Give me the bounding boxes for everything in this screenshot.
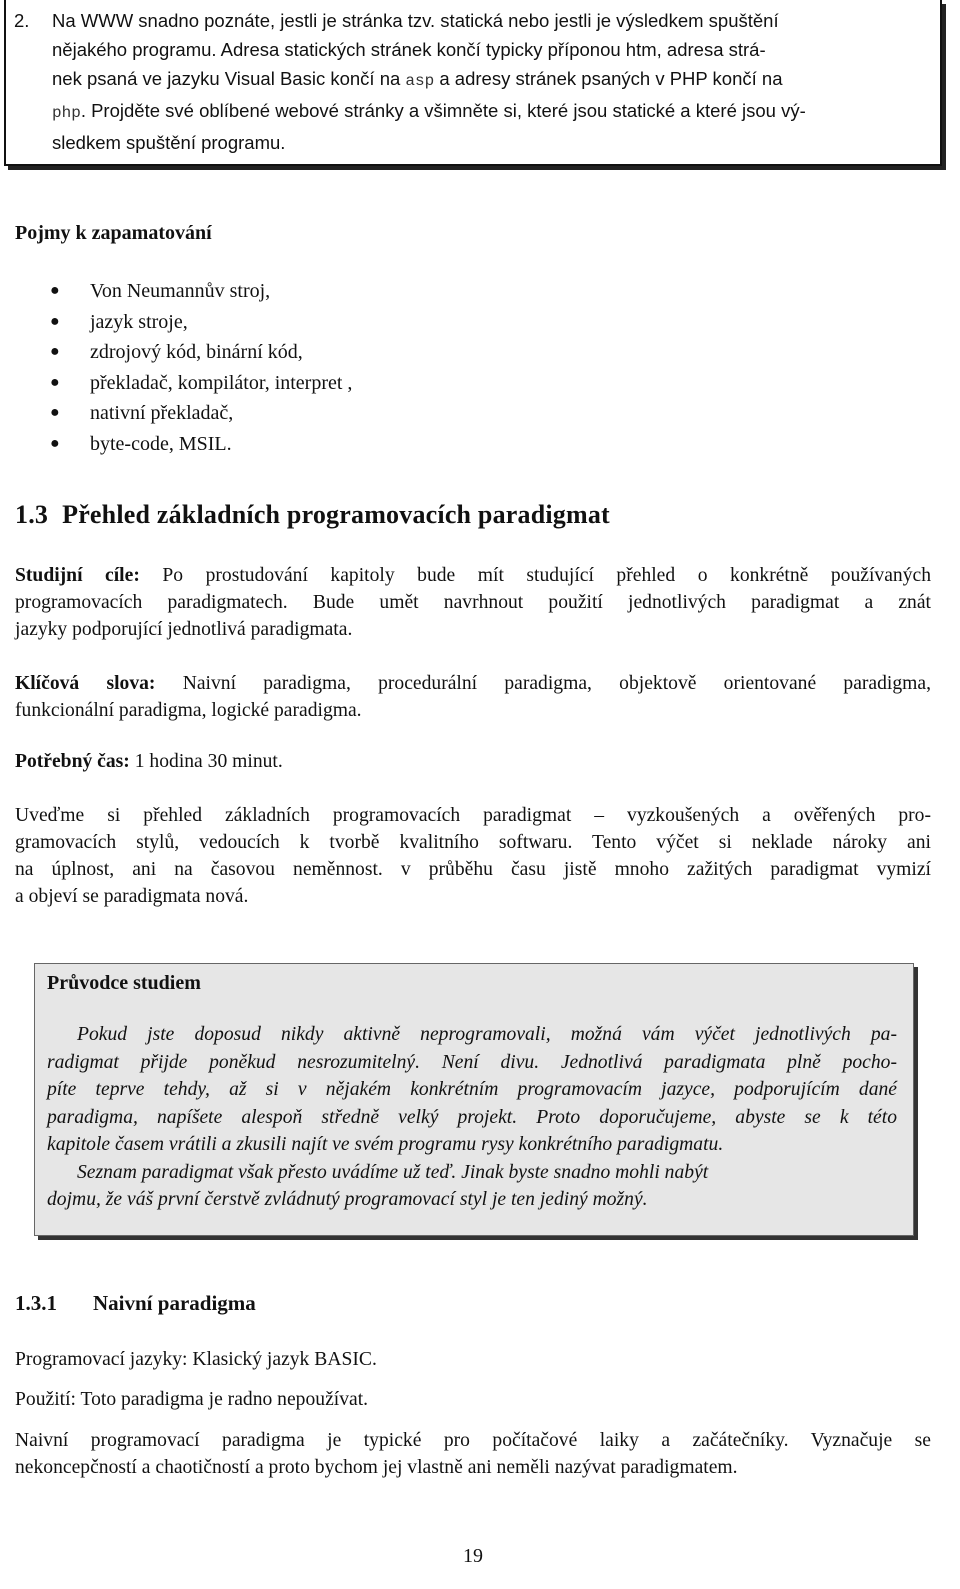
required-time: Potřebný čas: 1 hodina 30 minut. bbox=[15, 751, 283, 772]
exercise-line-2: nějakého programu. Adresa statických stránek končí typicky příponou htm, adresa strá- bbox=[52, 39, 766, 60]
list-item: ● zdrojový kód, binární kód, bbox=[50, 337, 352, 368]
bullet-icon: ● bbox=[50, 343, 60, 360]
exercise-number: 2. bbox=[14, 10, 30, 31]
page-number: 19 bbox=[463, 1545, 483, 1567]
exercise-line-1: 2. Na WWW snadno poznáte, jestli je stránka tzv. statická nebo jestli je výsledkem spuštění bbox=[24, 6, 922, 35]
exercise-box bbox=[4, 0, 942, 166]
section-title: Přehled základních programovacích paradigmat bbox=[62, 500, 610, 529]
keywords-label: Klíčová slova: bbox=[15, 673, 156, 694]
subsection-heading bbox=[15, 1291, 256, 1316]
naive-paragraph: Naivní programovací paradigma je typické pro počítačové laiky a začátečníky. Vyznačuje se nekoncepčností a chaotičností a proto bychom jej vlastně ani neměli nazývat paradigmatem. bbox=[15, 1430, 931, 1478]
subsection-title: Naivní paradigma bbox=[93, 1291, 256, 1315]
keywords: Klíčová slova: Naivní paradigma, procedurální paradigma, objektově orientované paradigma, funkcionální paradigma, logické paradigma. bbox=[15, 673, 931, 721]
bullet-icon: ● bbox=[50, 373, 60, 391]
subsection-number: 1.3.1 bbox=[15, 1291, 57, 1315]
study-guide-box bbox=[34, 963, 914, 1236]
bullet-icon: ● bbox=[50, 282, 60, 299]
usage-line: Použití: Toto paradigma je radno nepoužívat. bbox=[15, 1389, 369, 1410]
bullet-icon: ● bbox=[50, 312, 60, 330]
terms-heading: Pojmy k zapamatování bbox=[15, 222, 212, 244]
bullet-icon: ● bbox=[50, 434, 60, 452]
list-item: ● nativní překladač, bbox=[50, 398, 352, 429]
list-item: ● byte-code, MSIL. bbox=[50, 429, 352, 460]
required-time-label: Potřebný čas: bbox=[15, 751, 130, 772]
intro-paragraph: Uveďme si přehled základních programovacích paradigmat – vyzkoušených a ověřených pro- gramovacích stylů, vedoucích k tvorbě kvalitního softwaru. Tento výčet si neklade nároky ani na úplnost, ani na časovou neměnnost. v průběhu času jistě mnoho zažitých paradigmat vymizí a objeví se paradigmata nová. bbox=[15, 805, 931, 907]
code-php: php bbox=[52, 104, 81, 122]
section-number: 1.3 bbox=[15, 500, 49, 529]
list-item: ● překladač, kompilátor, interpret , bbox=[50, 368, 352, 399]
exercise-line-3: nek psaná ve jazyku Visual Basic končí na asp a adresy stránek psaných v PHP končí na bbox=[52, 68, 783, 90]
list-item: ● Von Neumannův stroj, bbox=[50, 276, 352, 307]
terms-list bbox=[50, 276, 352, 459]
study-guide-text: Pokud jste doposud nikdy aktivně neprogramovali, možná vám výčet jednotlivých pa- radigmat přijde poněkud nesrozumitelný. Není divu. Jednotlivá paradigmata plně pocho- píte teprve tehdy, až si v nějakém konkrétním programovacím jazyce, podporujícím dané paradigma, napíšete alespoň středně velký projekt. Proto doporučujeme, abyste se k této kapitole časem vrátili a zkusili najít ve svém programu rysy konkrétního paradigmatu. Seznam paradigmat však přesto uvádíme už teď. Jinak byste snadno mohli nabýt dojmu, že váš první čerstvě zvládnutý programovací styl je ten jediný možný. bbox=[47, 1024, 897, 1210]
study-goals-label: Studijní cíle: bbox=[15, 565, 140, 586]
languages-line: Programovací jazyky: Klasický jazyk BASIC. bbox=[15, 1349, 377, 1370]
bullet-icon: ● bbox=[50, 404, 60, 421]
study-guide-title: Průvodce studiem bbox=[47, 972, 201, 994]
study-goals: Studijní cíle: Po prostudování kapitoly bude mít studující přehled o konkrétně používaných programovacích paradigmatech. Bude umět navrhnout použití jednotlivých paradigmat a znát jazyky podporující jednotlivá paradigmata. bbox=[15, 565, 931, 640]
list-item: ● jazyk stroje, bbox=[50, 307, 352, 338]
exercise-line-5: sledkem spuštění programu. bbox=[52, 132, 286, 153]
section-heading bbox=[15, 500, 610, 530]
code-asp: asp bbox=[405, 72, 435, 90]
exercise-line-4: php. Projděte své oblíbené webové stránky a všimněte si, které jsou statické a které jsou vý- bbox=[52, 100, 806, 122]
